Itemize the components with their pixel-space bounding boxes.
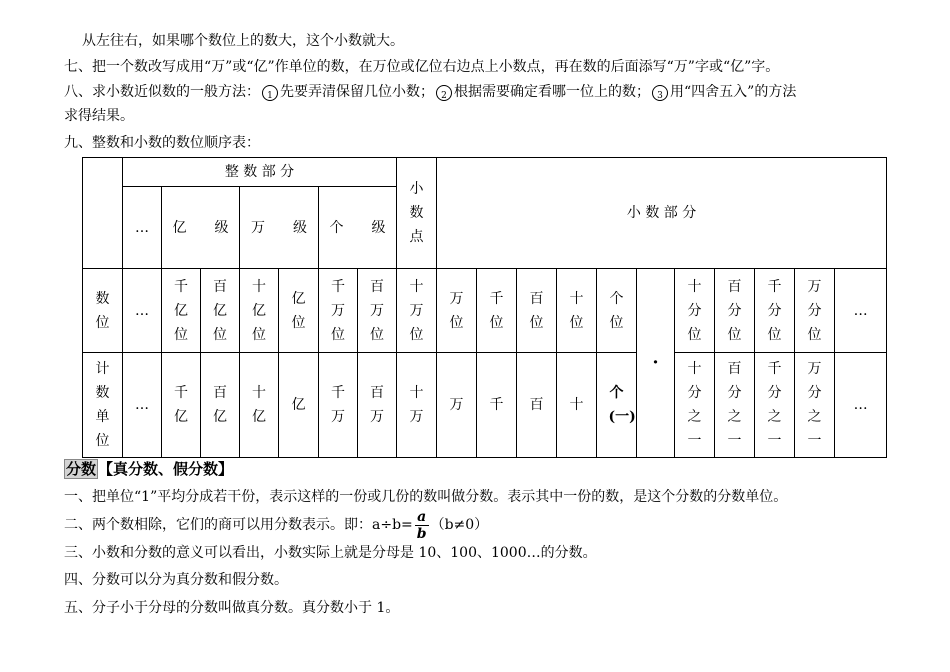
rule-eight-text-b: 先要弄清保留几位小数； — [280, 84, 434, 100]
place-cell: 十位 — [557, 269, 597, 353]
rule-eight — [64, 82, 796, 102]
place-cell: 百万位 — [358, 269, 397, 353]
fraction-rule-2-text: 二、两个数相除，它们的商可以用分数表示。即：a÷b= — [64, 517, 413, 533]
rule-nine: 九、整数和小数的数位顺序表： — [64, 135, 260, 151]
place-cell: 个位 — [597, 269, 637, 353]
place-cell: 千万位 — [319, 269, 358, 353]
unit-cell: 万分之一 — [795, 353, 835, 458]
rule-seven: 七、把一个数改写成用“万”或“亿”作单位的数，在万位或亿位右边点上小数点，再在数的后面添写“万”字或“亿”字。 — [64, 59, 780, 75]
place-cell: 十分位 — [675, 269, 715, 353]
class-ge: 个 级 — [319, 187, 397, 269]
fraction-numerator: a — [415, 509, 429, 526]
place-cell: … — [123, 269, 162, 353]
rule-eight-continued: 求得结果。 — [64, 108, 134, 124]
unit-cell: 个(一) — [597, 353, 637, 458]
unit-cell: 十万 — [397, 353, 437, 458]
fraction-section-title: 【真分数、假分数】 — [98, 460, 234, 478]
unit-cell: 百分之一 — [715, 353, 755, 458]
place-cell: 万位 — [437, 269, 477, 353]
row-label-place: 数位 — [83, 269, 123, 353]
place-cell: 十亿位 — [240, 269, 279, 353]
unit-cell: 十分之一 — [675, 353, 715, 458]
unit-cell: 百 — [517, 353, 557, 458]
place-cell: 千分位 — [755, 269, 795, 353]
rule-eight-text-c: 根据需要确定看哪一位上的数； — [454, 84, 650, 100]
place-cell: 百位 — [517, 269, 557, 353]
place-value-table — [82, 157, 887, 458]
unit-cell: 十 — [557, 353, 597, 458]
place-cell: 千位 — [477, 269, 517, 353]
rule-eight-text-d: 用“四舍五入”的方法 — [670, 84, 797, 100]
row-label-unit: 计数单位 — [83, 353, 123, 458]
corner-cell — [83, 158, 123, 269]
unit-cell: 千分之一 — [755, 353, 795, 458]
fraction-rule-1: 一、把单位“1”平均分成若干份，表示这样的一份或几份的数叫做分数。表示其中一份的数，是这个分数的分数单位。 — [64, 489, 788, 505]
unit-cell: 十亿 — [240, 353, 279, 458]
place-cell: … — [835, 269, 887, 353]
unit-cell: 百亿 — [201, 353, 240, 458]
intro-line-1: 从左往右，如果哪个数位上的数大，这个小数就大。 — [82, 33, 404, 49]
place-cell: 百亿位 — [201, 269, 240, 353]
fraction-rule-2-condition: （b≠0） — [430, 517, 489, 533]
unit-cell: 千亿 — [162, 353, 201, 458]
unit-cell: … — [835, 353, 887, 458]
decimal-point-cell: · — [637, 269, 675, 458]
place-cell: 万分位 — [795, 269, 835, 353]
fraction-rule-2 — [64, 508, 488, 542]
unit-cell: 千 — [477, 353, 517, 458]
place-cell: 千亿位 — [162, 269, 201, 353]
place-cell: 亿位 — [279, 269, 319, 353]
unit-cell: 万 — [437, 353, 477, 458]
fraction-rule-3: 三、小数和分数的意义可以看出，小数实际上就是分母是 10、100、1000…的分数。 — [64, 545, 597, 561]
fraction-highlight: 分数 — [66, 460, 97, 478]
fraction-rule-5: 五、分子小于分母的分数叫做真分数。真分数小于 1。 — [64, 600, 400, 616]
decimal-point-header: 小数点 — [397, 158, 437, 269]
fraction-rule-4: 四、分数可以分为真分数和假分数。 — [64, 572, 288, 588]
unit-cell: 亿 — [279, 353, 319, 458]
fraction-a-over-b — [415, 509, 429, 542]
class-ellipsis: … — [123, 187, 162, 269]
circled-number-2: 2 — [436, 85, 452, 101]
fraction-section-heading — [64, 458, 233, 480]
place-cell: 十万位 — [397, 269, 437, 353]
class-yi: 亿 级 — [162, 187, 240, 269]
place-cell: 百分位 — [715, 269, 755, 353]
fraction-denominator: b — [416, 525, 427, 542]
class-wan: 万 级 — [240, 187, 319, 269]
decimal-part-header: 小 数 部 分 — [437, 158, 887, 269]
unit-cell: 百万 — [358, 353, 397, 458]
unit-cell: 千万 — [319, 353, 358, 458]
circled-number-3: 3 — [652, 85, 668, 101]
circled-number-1: 1 — [262, 85, 278, 101]
integer-part-header: 整 数 部 分 — [123, 158, 397, 187]
rule-eight-text-a: 八、求小数近似数的一般方法： — [64, 84, 260, 100]
unit-cell: … — [123, 353, 162, 458]
